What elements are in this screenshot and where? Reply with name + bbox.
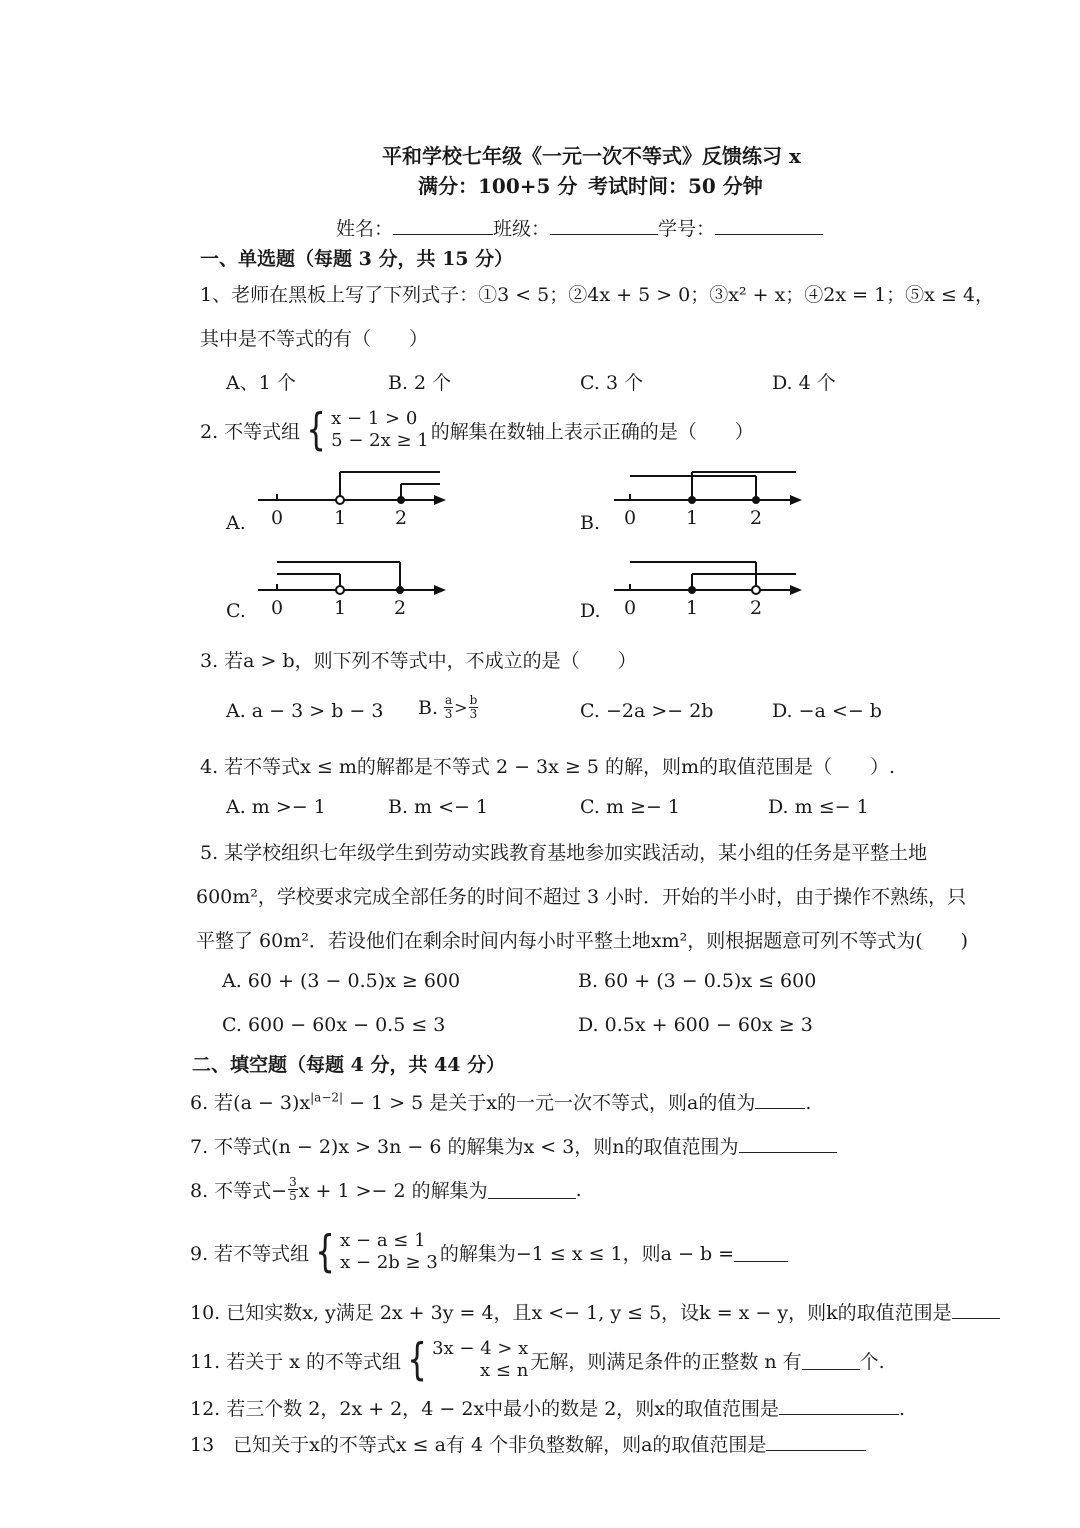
q2-suffix: 的解集在数轴上表示正确的是（ ） <box>430 420 754 443</box>
q12-answer-blank[interactable] <box>779 1396 899 1415</box>
tick-label-1: 1 <box>686 507 699 529</box>
q5-line2: 600m²，学校要求完成全部任务的时间不超过 3 小时．开始的半小时，由于操作不熟练，只 <box>196 886 967 908</box>
exam-time: 考试时间：50 分钟 <box>588 174 763 198</box>
q2-option-c-number-line[interactable] <box>250 552 460 624</box>
q4-stem: 4. 若不等式x ≤ m的解都是不等式 2 − 3x ≥ 5 的解，则m的取值范围是（ ）. <box>200 756 896 778</box>
tick-label-0: 0 <box>271 597 284 619</box>
q3-option-d[interactable]: D. −a <− b <box>772 700 882 722</box>
q8-fraction: $\frac{3}{5}$ <box>289 1175 297 1203</box>
q5-option-a[interactable]: A. 60 + (3 − 0.5)x ≥ 600 <box>222 970 461 992</box>
q5-option-b[interactable]: B. 60 + (3 − 0.5)x ≤ 600 <box>578 970 817 992</box>
q9-system-line1: x − a ≤ 1 <box>340 1230 426 1251</box>
q2-option-d-letter[interactable]: D. <box>580 600 601 622</box>
tick-label-0: 0 <box>624 597 637 619</box>
q1-option-b[interactable]: B. 2 个 <box>388 372 452 394</box>
q10-stem: 10. 已知实数x, y满足 2x + 3y = 4，且x <− 1, y ≤ 5，设k = x − y，则k的取值范围是 <box>190 1298 1000 1325</box>
q3-option-b-frac-a: $\frac{a}{3}$ <box>444 693 453 721</box>
q2-option-d-number-line[interactable] <box>606 552 816 624</box>
q11-system-line2: x ≤ n <box>480 1360 529 1381</box>
section2-heading: 二、填空题（每题 4 分，共 44 分） <box>192 1054 506 1076</box>
brace-icon: { <box>315 1226 335 1277</box>
name-label: 姓名： <box>336 218 394 240</box>
brace-icon: { <box>407 1334 427 1385</box>
tick-label-2: 2 <box>395 507 408 529</box>
q2-system-line2: 5 − 2x ≥ 1 <box>331 430 429 451</box>
q2-system-line1: x − 1 > 0 <box>331 408 418 429</box>
class-label: 班级： <box>493 218 551 240</box>
student-info-row <box>336 214 823 241</box>
tick-label-2: 2 <box>750 597 763 619</box>
q7-answer-blank[interactable] <box>739 1134 837 1153</box>
q1-option-c[interactable]: C. 3 个 <box>580 372 644 394</box>
q5-line3: 平整了 60m²．若设他们在剩余时间内每小时平整土地xm²，则根据题意可列不等式为( ) <box>196 930 969 952</box>
q6-stem: 6. 若$(a - 3)x^{|a-2|} - 1 > 5$ 是关于x的一元一次不等式，则a的值为 . <box>190 1090 812 1114</box>
class-blank[interactable] <box>550 216 658 235</box>
q11-system-line1: 3x − 4 > x <box>432 1338 529 1359</box>
q2-option-a-letter[interactable]: A. <box>226 512 246 534</box>
q1-line2: 其中是不等式的有（ ） <box>200 328 429 350</box>
q6-answer-blank[interactable] <box>755 1090 805 1109</box>
q4-option-d[interactable]: D. m ≤− 1 <box>768 796 869 818</box>
brace-icon: { <box>306 404 326 455</box>
q11-system <box>403 1334 529 1385</box>
q3-option-a[interactable]: A. a − 3 > b − 3 <box>226 700 384 722</box>
q9-answer-blank[interactable] <box>734 1243 788 1262</box>
name-blank[interactable] <box>393 216 493 235</box>
q2-option-a-number-line[interactable] <box>250 462 460 534</box>
q7-stem: 7. 不等式(n − 2)x > 3n − 6 的解集为x < 3，则n的取值范围为 <box>190 1132 837 1159</box>
q8-stem: 8. 不等式− $\frac{3}{5}$ x + 1 >− 2 的解集为 . <box>190 1175 582 1203</box>
section1-heading: 一、单选题（每题 3 分，共 15 分） <box>200 248 514 270</box>
q9-system <box>311 1226 438 1277</box>
q8-answer-blank[interactable] <box>488 1180 576 1199</box>
q1-option-a[interactable]: A、1 个 <box>226 372 296 394</box>
q2-option-c-letter[interactable]: C. <box>226 600 246 622</box>
q5-line1: 5. 某学校组织七年级学生到劳动实践教育基地参加实践活动，某小组的任务是平整土地 <box>200 842 928 864</box>
student-id-blank[interactable] <box>715 216 823 235</box>
q2-option-b-letter[interactable]: B. <box>580 512 601 534</box>
q9-system-line2: x − 2b ≥ 3 <box>340 1252 438 1273</box>
q9-stem: 9. 若不等式组 { x − a ≤ 1 x − 2b ≥ 3 的解集为−1 ≤ x ≤ 1，则a − b = <box>190 1230 788 1274</box>
q4-option-a[interactable]: A. m >− 1 <box>226 796 326 818</box>
q3-option-b-letter: B. <box>418 696 439 719</box>
tick-label-0: 0 <box>271 507 284 529</box>
tick-label-2: 2 <box>394 597 407 619</box>
q5-option-d[interactable]: D. 0.5x + 600 − 60x ≥ 3 <box>578 1014 813 1036</box>
q3-option-b[interactable]: B. $\frac{a}{3}$ > $\frac{b}{3}$ <box>418 693 478 721</box>
exam-title: 平和学校七年级《一元一次不等式》反馈练习 x <box>382 144 801 168</box>
q4-option-b[interactable]: B. m <− 1 <box>388 796 489 818</box>
q13-answer-blank[interactable] <box>766 1432 866 1451</box>
q2-option-b-number-line[interactable] <box>606 462 816 534</box>
tick-label-1: 1 <box>686 597 699 619</box>
q12-stem: 12. 若三个数 2，2x + 2，4 − 2x中最小的数是 2，则x的取值范围是 . <box>190 1398 906 1420</box>
q1-option-d[interactable]: D. 4 个 <box>772 372 836 394</box>
q6-exponent: |a−2| <box>310 1090 344 1105</box>
tick-label-2: 2 <box>750 507 763 529</box>
q3-stem: 3. 若a > b，则下列不等式中，不成立的是（ ） <box>200 650 637 672</box>
q4-option-c[interactable]: C. m ≥− 1 <box>580 796 680 818</box>
q3-option-c[interactable]: C. −2a >− 2b <box>580 700 714 722</box>
q2-prefix: 2. 不等式组 <box>200 420 301 443</box>
q13-stem: 13 已知关于x的不等式x ≤ a有 4 个非负整数解，则a的取值范围是 <box>190 1430 866 1457</box>
tick-label-1: 1 <box>334 597 347 619</box>
q10-answer-blank[interactable] <box>952 1300 1000 1319</box>
tick-label-1: 1 <box>334 507 347 529</box>
student-id-label: 学号： <box>658 218 716 240</box>
full-score: 满分：100+5 分 <box>418 174 578 198</box>
q3-option-b-frac-b: $\frac{b}{3}$ <box>469 693 478 721</box>
q5-option-c[interactable]: C. 600 − 60x − 0.5 ≤ 3 <box>222 1014 446 1036</box>
q11-stem: 11. 若关于 x 的不等式组 { 3x − 4 > x x ≤ n 无解，则满足条件的正整数 n 有 个. <box>190 1334 885 1385</box>
q11-answer-blank[interactable] <box>802 1351 860 1370</box>
q1-line1: 1、老师在黑板上写了下列式子：①3 < 5；②4x + 5 > 0；③x² + x；④2x = 1；⑤x ≤ 4， <box>200 284 994 306</box>
tick-label-0: 0 <box>624 507 637 529</box>
q2-system <box>302 404 429 455</box>
q2-stem <box>200 404 754 455</box>
